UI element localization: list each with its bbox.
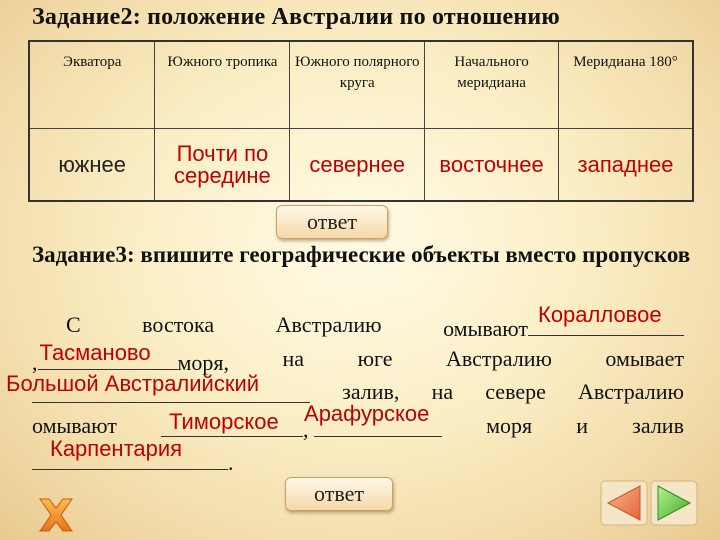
answer-coral: Коралловое [538, 302, 662, 327]
text-word: на [282, 346, 305, 371]
task3-line-5 [32, 436, 684, 475]
blank-tasman[interactable] [38, 340, 178, 370]
blank-bight[interactable] [6, 371, 310, 403]
text-word: на [431, 379, 454, 404]
text-word [6, 371, 310, 408]
text-word: Тиморское , Арафурское [161, 410, 442, 442]
answer-bight: Большой Австралийский [6, 371, 260, 396]
answer-button-task2[interactable]: ответ [276, 205, 388, 239]
text-word: и [576, 413, 589, 438]
task3-title: Задание3: впишите географические объекты вместо пропусков [32, 242, 691, 267]
table-header-row [29, 41, 693, 129]
answer-south-tropic: Почти по середине [155, 129, 290, 202]
blank-arafura[interactable] [304, 401, 442, 437]
text-word: залив [632, 413, 684, 438]
header-south-polar: Южного полярного круга [290, 41, 425, 129]
text-word: востока [142, 312, 215, 337]
text-word: , Тасманово моря, [32, 343, 229, 375]
next-arrow-icon[interactable] [650, 480, 698, 526]
text-word: омывают [32, 413, 117, 438]
blank-timor[interactable] [161, 410, 303, 437]
blank-carpentaria[interactable] [32, 436, 228, 470]
text-word: юге [357, 346, 393, 371]
header-meridian-180: Меридиана 180° [559, 41, 694, 129]
answer-tasman: Тасманово [39, 340, 151, 365]
text-word: севере [485, 379, 546, 404]
answer-button-task3[interactable]: ответ [285, 477, 393, 511]
answer-arafura: Арафурское [304, 401, 430, 426]
header-prime-meridian: Начального меридиана [425, 41, 559, 129]
text-word: омывает [605, 346, 684, 371]
task2-title: Задание2: положение Австралии по отношению [32, 4, 560, 30]
answer-timor: Тиморское [169, 409, 279, 434]
text-word: залив, [342, 379, 400, 404]
answer-equator: южнее [29, 129, 155, 202]
text-word: омывают Коралловое [443, 309, 684, 341]
header-equator: Экватора [29, 41, 155, 129]
answer-south-polar: севернее [290, 129, 425, 202]
text-period: . [228, 450, 234, 475]
header-south-tropic: Южного тропика [155, 41, 290, 129]
table-answer-row [29, 129, 693, 202]
text-word: моря [486, 413, 533, 438]
text-word: Австралию [578, 379, 684, 404]
position-table [28, 40, 694, 202]
answer-meridian-180: западнее [559, 129, 694, 202]
answer-prime-meridian: восточнее [425, 129, 559, 202]
text-word: Австралию [445, 346, 552, 371]
text-word: С [66, 312, 81, 337]
prev-arrow-icon[interactable] [600, 480, 648, 526]
close-x-icon[interactable] [34, 495, 78, 535]
text-word: Австралию [275, 312, 382, 337]
answer-carpentaria: Карпентария [50, 436, 183, 461]
